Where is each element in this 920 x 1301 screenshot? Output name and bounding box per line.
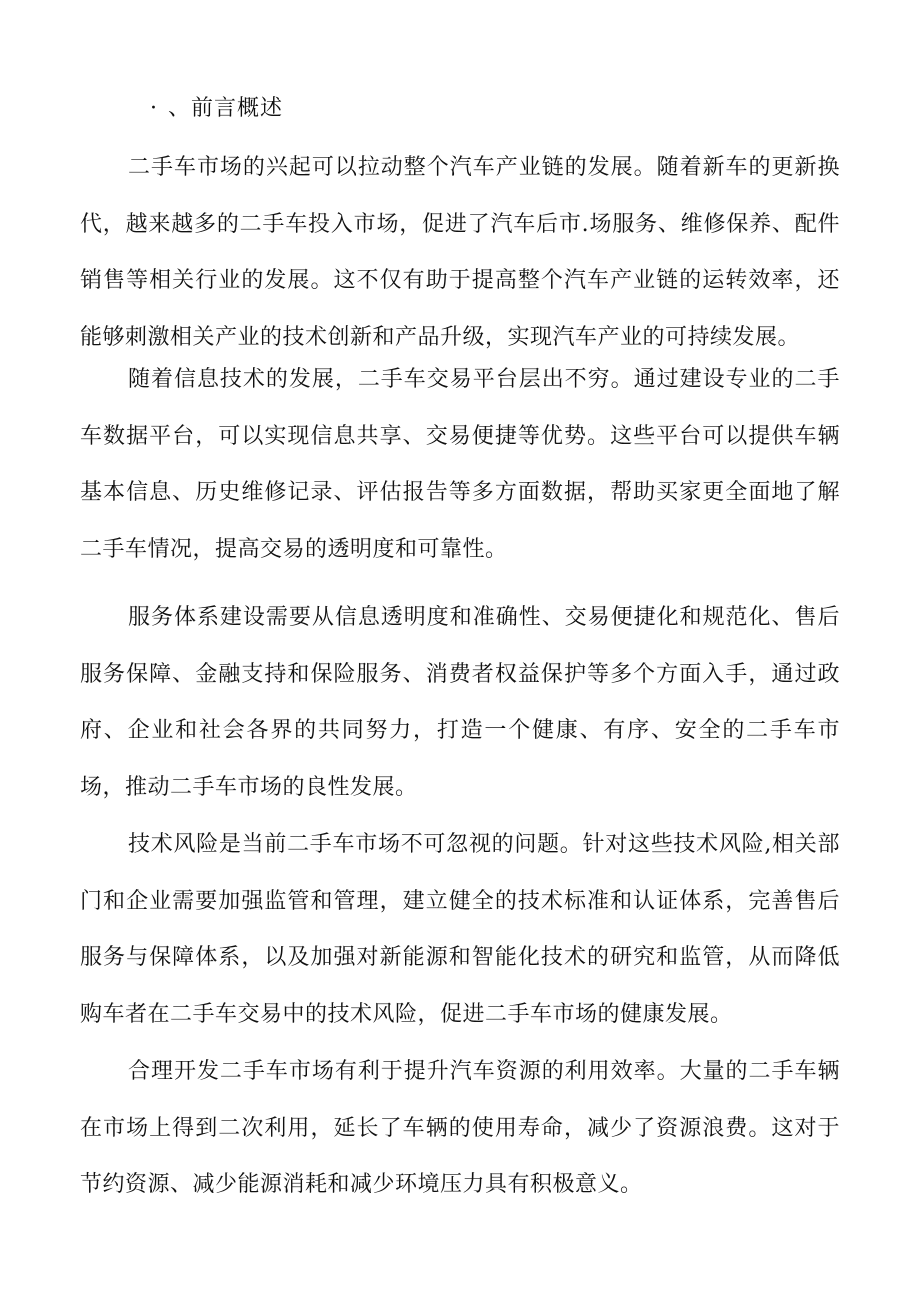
paragraph-trading-platforms: 随着信息技术的发展，二手车交易平台层出不穷。通过建设专业的二手车数据平台，可以实现信息共享、交易便捷等优势。这些平台可以提供车辆基本信息、历史维修记录、评估报告等多方面数据，帮助买家更全面地了解二手车情况，提高交易的透明度和可靠性。 (80, 367, 840, 562)
paragraph-industry-chain: 二手车市场的兴起可以拉动整个汽车产业链的发展。随着新车的更新换代，越来越多的二手车投入市场，促进了汽车后市.场服务、维修保养、配件销售等相关行业的发展。这不仅有助于提高整个汽车产业链的运转效率，还能够刺激相关产业的技术创新和产品升级，实现汽车产业的可持续发展。 (80, 155, 840, 350)
bullet-marker: · (150, 96, 158, 121)
paragraph-technical-risk: 技术风险是当前二手车市场不可忽视的问题。针对这些技术风险,相关部门和企业需要加强监管和管理，建立健全的技术标准和认证体系，完善售后服务与保障体系，以及加强对新能源和智能化技术的研究和监管，从而降低购车者在二手车交易中的技术风险，促进二手车市场的健康发展。 (80, 832, 840, 1027)
section-heading-text: 、前言概述 (168, 96, 284, 121)
paragraph-resource-efficiency: 合理开发二手车市场有利于提升汽车资源的利用效率。大量的二手车辆在市场上得到二次利用，延长了车辆的使用寿命，减少了资源浪费。这对于节约资源、减少能源消耗和减少环境压力具有积极意义。 (80, 1059, 840, 1197)
paragraph-service-system: 服务体系建设需要从信息透明度和准确性、交易便捷化和规范化、售后服务保障、金融支持和保险服务、消费者权益保护等多个方面入手，通过政府、企业和社会各界的共同努力，打造一个健康、有序、安全的二手车市场，推动二手车市场的良性发展。 (80, 605, 840, 800)
section-heading (150, 92, 283, 126)
